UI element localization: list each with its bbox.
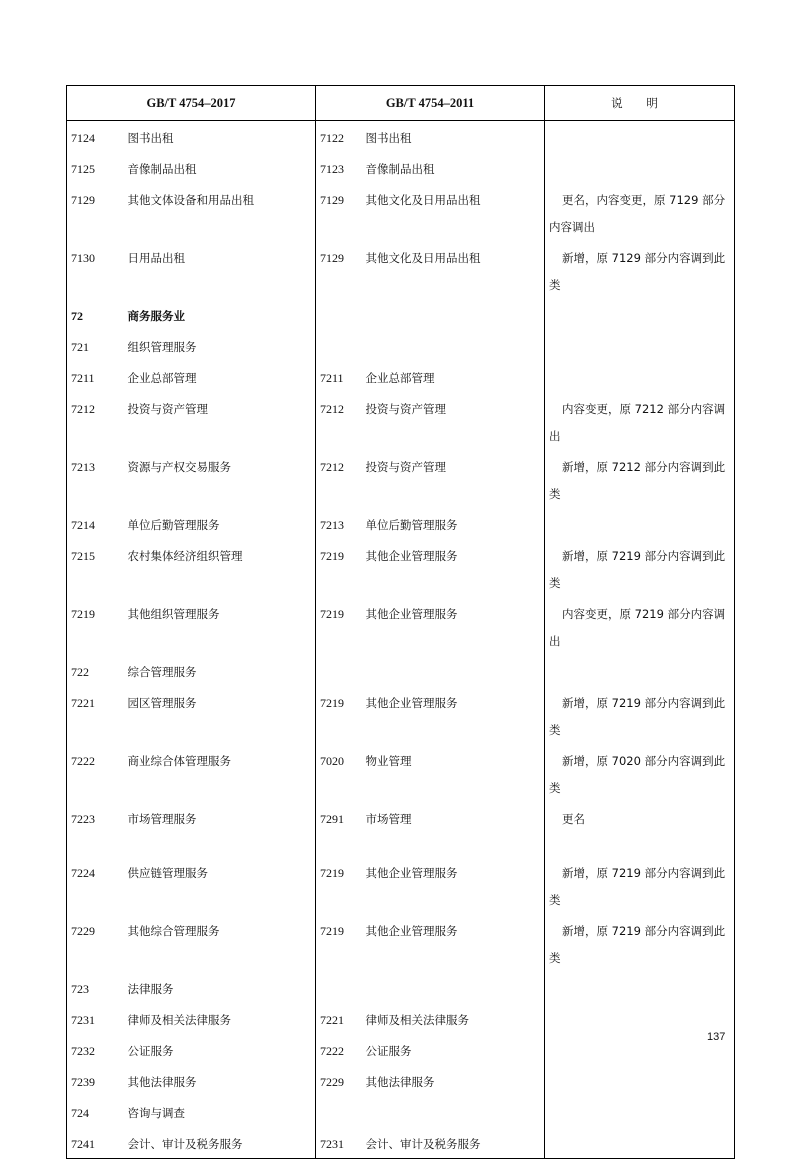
name-2017: 其他综合管理服务 bbox=[124, 914, 316, 972]
name-2017: 其他组织管理服务 bbox=[124, 597, 316, 655]
name-2017: 综合管理服务 bbox=[124, 655, 316, 686]
name-2017: 法律服务 bbox=[124, 972, 316, 1003]
classification-table bbox=[66, 85, 735, 1159]
note-cell bbox=[545, 539, 735, 597]
name-2011: 图书出租 bbox=[362, 121, 545, 153]
code-2017: 721 bbox=[67, 330, 124, 361]
table-row bbox=[67, 241, 735, 299]
name-2011: 市场管理 bbox=[362, 802, 545, 856]
name-2017: 投资与资产管理 bbox=[124, 392, 316, 450]
table-row bbox=[67, 802, 735, 856]
table-row bbox=[67, 121, 735, 153]
name-2017: 组织管理服务 bbox=[124, 330, 316, 361]
name-2011: 物业管理 bbox=[362, 744, 545, 802]
code-2011: 7219 bbox=[316, 856, 362, 914]
note-cell-text: 更名，内容变更，原 7129 部分内容调出 bbox=[549, 193, 726, 234]
table-row bbox=[67, 330, 735, 361]
table-row bbox=[67, 299, 735, 330]
name-2017: 商业综合体管理服务 bbox=[124, 744, 316, 802]
code-2017: 7241 bbox=[67, 1127, 124, 1159]
name-2017: 商务服务业 bbox=[124, 299, 316, 330]
note-cell bbox=[545, 1003, 735, 1034]
note-cell bbox=[545, 241, 735, 299]
header-note: 说 明 bbox=[545, 86, 735, 121]
note-cell bbox=[545, 1127, 735, 1159]
code-2017: 7223 bbox=[67, 802, 124, 856]
code-2017: 7130 bbox=[67, 241, 124, 299]
name-2017: 其他法律服务 bbox=[124, 1065, 316, 1096]
note-cell-text: 新增，原 7219 部分内容调到此类 bbox=[549, 866, 726, 907]
name-2011: 其他企业管理服务 bbox=[362, 597, 545, 655]
code-2017: 7129 bbox=[67, 183, 124, 241]
name-2011: 其他企业管理服务 bbox=[362, 686, 545, 744]
table-row bbox=[67, 744, 735, 802]
code-2011 bbox=[316, 330, 362, 361]
name-2011: 投资与资产管理 bbox=[362, 392, 545, 450]
note-cell bbox=[545, 802, 735, 856]
note-cell-text: 更名 bbox=[562, 812, 585, 826]
table-row bbox=[67, 183, 735, 241]
code-2011: 7231 bbox=[316, 1127, 362, 1159]
code-2017: 7232 bbox=[67, 1034, 124, 1065]
name-2011: 音像制品出租 bbox=[362, 152, 545, 183]
note-cell bbox=[545, 1096, 735, 1127]
note-cell-text: 内容变更，原 7212 部分内容调出 bbox=[549, 402, 726, 443]
code-2017: 7213 bbox=[67, 450, 124, 508]
code-2017: 7124 bbox=[67, 121, 124, 153]
table-row bbox=[67, 655, 735, 686]
note-cell bbox=[545, 330, 735, 361]
name-2011: 其他企业管理服务 bbox=[362, 856, 545, 914]
note-cell-text: 新增，原 7212 部分内容调到此类 bbox=[549, 460, 726, 501]
code-2017: 7231 bbox=[67, 1003, 124, 1034]
name-2017: 企业总部管理 bbox=[124, 361, 316, 392]
code-2011: 7221 bbox=[316, 1003, 362, 1034]
note-cell bbox=[545, 299, 735, 330]
code-2017: 7239 bbox=[67, 1065, 124, 1096]
name-2017: 音像制品出租 bbox=[124, 152, 316, 183]
header-gbt-2017: GB/T 4754–2017 bbox=[67, 86, 316, 121]
code-2011: 7123 bbox=[316, 152, 362, 183]
code-2011: 7219 bbox=[316, 539, 362, 597]
note-cell bbox=[545, 655, 735, 686]
name-2017: 供应链管理服务 bbox=[124, 856, 316, 914]
code-2017: 7211 bbox=[67, 361, 124, 392]
code-2011: 7211 bbox=[316, 361, 362, 392]
code-2017: 7229 bbox=[67, 914, 124, 972]
code-2011 bbox=[316, 972, 362, 1003]
name-2011: 其他文化及日用品出租 bbox=[362, 183, 545, 241]
table-row bbox=[67, 152, 735, 183]
code-2011: 7229 bbox=[316, 1065, 362, 1096]
note-cell-text: 内容变更，原 7219 部分内容调出 bbox=[549, 607, 726, 648]
code-2017: 7222 bbox=[67, 744, 124, 802]
name-2017: 咨询与调查 bbox=[124, 1096, 316, 1127]
name-2017: 会计、审计及税务服务 bbox=[124, 1127, 316, 1159]
note-cell bbox=[545, 392, 735, 450]
table-row bbox=[67, 972, 735, 1003]
note-cell bbox=[545, 183, 735, 241]
note-cell-text: 新增，原 7219 部分内容调到此类 bbox=[549, 549, 726, 590]
table-row bbox=[67, 686, 735, 744]
code-2011 bbox=[316, 655, 362, 686]
table-row bbox=[67, 914, 735, 972]
code-2011: 7129 bbox=[316, 183, 362, 241]
code-2011: 7291 bbox=[316, 802, 362, 856]
table-row bbox=[67, 392, 735, 450]
note-cell bbox=[545, 914, 735, 972]
name-2011 bbox=[362, 1096, 545, 1127]
note-cell bbox=[545, 508, 735, 539]
name-2011 bbox=[362, 299, 545, 330]
note-cell bbox=[545, 450, 735, 508]
table-row bbox=[67, 361, 735, 392]
name-2011: 其他法律服务 bbox=[362, 1065, 545, 1096]
name-2011 bbox=[362, 972, 545, 1003]
note-cell bbox=[545, 1034, 735, 1065]
note-cell-text: 新增，原 7129 部分内容调到此类 bbox=[549, 251, 726, 292]
note-cell bbox=[545, 1065, 735, 1096]
code-2011: 7020 bbox=[316, 744, 362, 802]
code-2011: 7219 bbox=[316, 597, 362, 655]
name-2011: 律师及相关法律服务 bbox=[362, 1003, 545, 1034]
code-2017: 7215 bbox=[67, 539, 124, 597]
name-2011 bbox=[362, 330, 545, 361]
note-cell bbox=[545, 686, 735, 744]
code-2017: 7219 bbox=[67, 597, 124, 655]
note-cell-text: 新增，原 7020 部分内容调到此类 bbox=[549, 754, 726, 795]
table-row bbox=[67, 450, 735, 508]
name-2017: 律师及相关法律服务 bbox=[124, 1003, 316, 1034]
name-2011: 投资与资产管理 bbox=[362, 450, 545, 508]
name-2011: 会计、审计及税务服务 bbox=[362, 1127, 545, 1159]
table-header-row bbox=[67, 86, 735, 121]
table-row bbox=[67, 1065, 735, 1096]
note-cell bbox=[545, 744, 735, 802]
table-body bbox=[67, 121, 735, 1159]
code-2011: 7219 bbox=[316, 686, 362, 744]
page-number: 137 bbox=[707, 1031, 726, 1043]
code-2017: 724 bbox=[67, 1096, 124, 1127]
code-2017: 7125 bbox=[67, 152, 124, 183]
name-2011: 单位后勤管理服务 bbox=[362, 508, 545, 539]
code-2011: 7212 bbox=[316, 392, 362, 450]
code-2017: 72 bbox=[67, 299, 124, 330]
code-2011: 7129 bbox=[316, 241, 362, 299]
name-2017: 图书出租 bbox=[124, 121, 316, 153]
note-cell bbox=[545, 597, 735, 655]
code-2011: 7212 bbox=[316, 450, 362, 508]
table-row bbox=[67, 1003, 735, 1034]
code-2011: 7219 bbox=[316, 914, 362, 972]
table-row bbox=[67, 1034, 735, 1065]
code-2011: 7213 bbox=[316, 508, 362, 539]
code-2017: 7212 bbox=[67, 392, 124, 450]
name-2017: 日用品出租 bbox=[124, 241, 316, 299]
code-2011: 7122 bbox=[316, 121, 362, 153]
table-row bbox=[67, 597, 735, 655]
code-2017: 7214 bbox=[67, 508, 124, 539]
code-2017: 7224 bbox=[67, 856, 124, 914]
name-2011: 其他企业管理服务 bbox=[362, 914, 545, 972]
note-cell-text: 新增，原 7219 部分内容调到此类 bbox=[549, 924, 726, 965]
name-2017: 其他文体设备和用品出租 bbox=[124, 183, 316, 241]
table-row bbox=[67, 1127, 735, 1159]
name-2017: 市场管理服务 bbox=[124, 802, 316, 856]
note-cell-text: 新增，原 7219 部分内容调到此类 bbox=[549, 696, 726, 737]
code-2011 bbox=[316, 1096, 362, 1127]
name-2017: 单位后勤管理服务 bbox=[124, 508, 316, 539]
code-2017: 7221 bbox=[67, 686, 124, 744]
name-2011: 公证服务 bbox=[362, 1034, 545, 1065]
name-2011: 企业总部管理 bbox=[362, 361, 545, 392]
note-cell bbox=[545, 121, 735, 153]
table-row bbox=[67, 856, 735, 914]
table-row bbox=[67, 539, 735, 597]
header-gbt-2011: GB/T 4754–2011 bbox=[316, 86, 545, 121]
name-2017: 农村集体经济组织管理 bbox=[124, 539, 316, 597]
table-row bbox=[67, 508, 735, 539]
table-row bbox=[67, 1096, 735, 1127]
name-2011: 其他企业管理服务 bbox=[362, 539, 545, 597]
note-cell bbox=[545, 361, 735, 392]
note-cell bbox=[545, 152, 735, 183]
name-2017: 公证服务 bbox=[124, 1034, 316, 1065]
note-cell bbox=[545, 972, 735, 1003]
name-2011 bbox=[362, 655, 545, 686]
name-2017: 园区管理服务 bbox=[124, 686, 316, 744]
code-2017: 722 bbox=[67, 655, 124, 686]
code-2011 bbox=[316, 299, 362, 330]
name-2011: 其他文化及日用品出租 bbox=[362, 241, 545, 299]
code-2017: 723 bbox=[67, 972, 124, 1003]
name-2017: 资源与产权交易服务 bbox=[124, 450, 316, 508]
code-2011: 7222 bbox=[316, 1034, 362, 1065]
note-cell bbox=[545, 856, 735, 914]
